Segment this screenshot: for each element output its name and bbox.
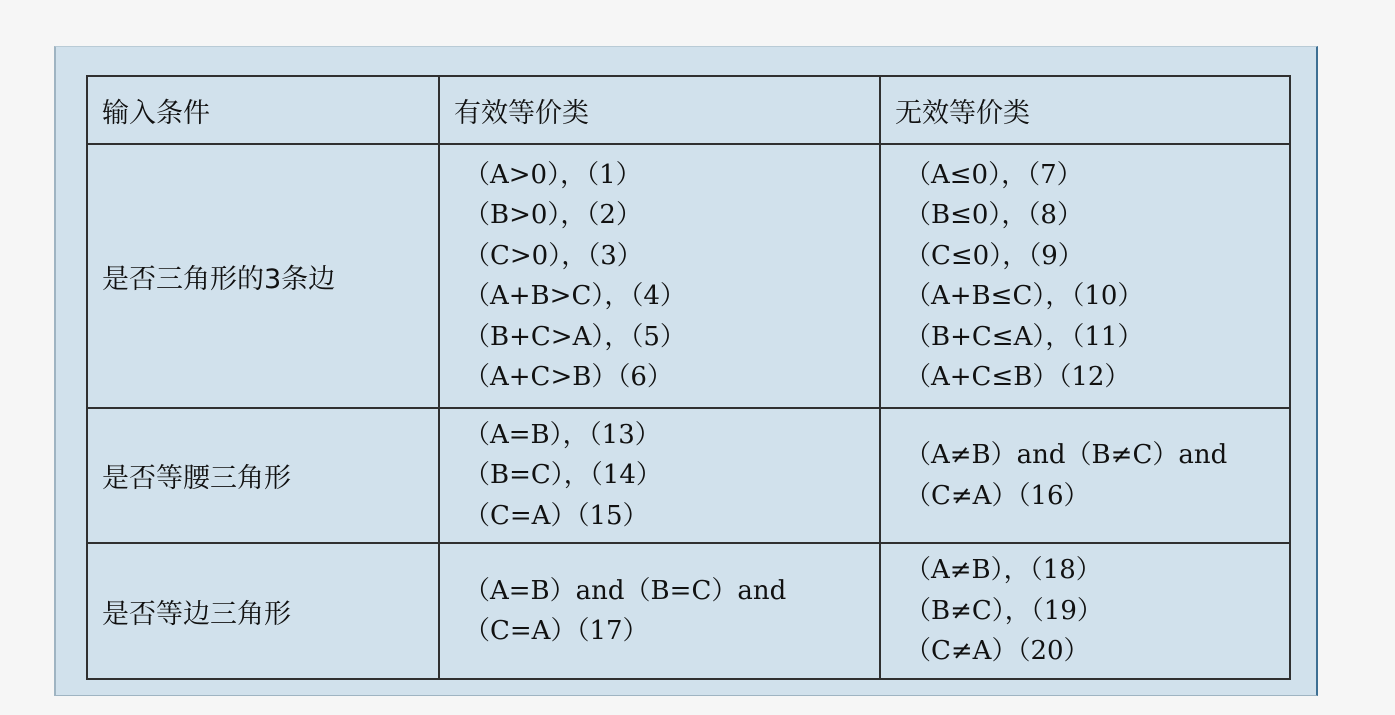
valid-cell: [439, 408, 880, 543]
valid-cell: [439, 543, 880, 679]
valid-item: （A=B），（13）: [464, 419, 661, 450]
valid-item: （A+B>C），（4）: [464, 281, 686, 311]
invalid-cell: [880, 408, 1290, 543]
invalid-cell: [880, 543, 1290, 679]
invalid-item: （A≠B）and（B≠C）and: [905, 440, 1228, 470]
invalid-item: （A+B≤C），（10）: [905, 281, 1144, 311]
table-panel: [54, 46, 1318, 696]
invalid-cell: [880, 144, 1290, 408]
condition-cell: 是否三角形的3条边: [87, 144, 439, 408]
invalid-item: （C≤0），（9）: [905, 240, 1084, 271]
condition-cell: 是否等边三角形: [87, 543, 439, 679]
table-row: [87, 408, 1290, 543]
invalid-item: （A+C≤B）（12）: [905, 362, 1131, 392]
header-invalid-classes: 无效等价类: [880, 76, 1290, 144]
invalid-item: （B≤0），（8）: [905, 200, 1083, 230]
valid-item: （C=A）（17）: [464, 616, 649, 646]
valid-item: （C>0），（3）: [464, 240, 643, 271]
invalid-item: （A≠B），（18）: [905, 555, 1102, 586]
invalid-item: （C≠A）（16）: [905, 480, 1090, 511]
valid-item: （B>0），（2）: [464, 200, 642, 230]
invalid-item: （A≤0），（7）: [905, 159, 1083, 190]
valid-item: （A>0），（1）: [464, 159, 642, 190]
header-valid-classes: 有效等价类: [439, 76, 880, 144]
header-row: [87, 76, 1290, 144]
valid-cell: [439, 144, 880, 408]
valid-item: （A=B）and（B=C）and: [464, 575, 787, 606]
table-row: [87, 144, 1290, 408]
valid-item: （A+C>B）（6）: [464, 362, 673, 392]
header-input-condition: 输入条件: [87, 76, 439, 144]
invalid-item: （C≠A）（20）: [905, 636, 1090, 667]
invalid-item: （B≠C），（19）: [905, 595, 1103, 626]
table-row: [87, 543, 1290, 679]
valid-item: （B=C），（14）: [464, 460, 662, 491]
equivalence-class-table: [86, 75, 1291, 680]
valid-item: （C=A）（15）: [464, 500, 649, 531]
invalid-item: （B+C≤A），（11）: [905, 321, 1144, 352]
valid-item: （B+C>A），（5）: [464, 321, 686, 352]
condition-cell: 是否等腰三角形: [87, 408, 439, 543]
